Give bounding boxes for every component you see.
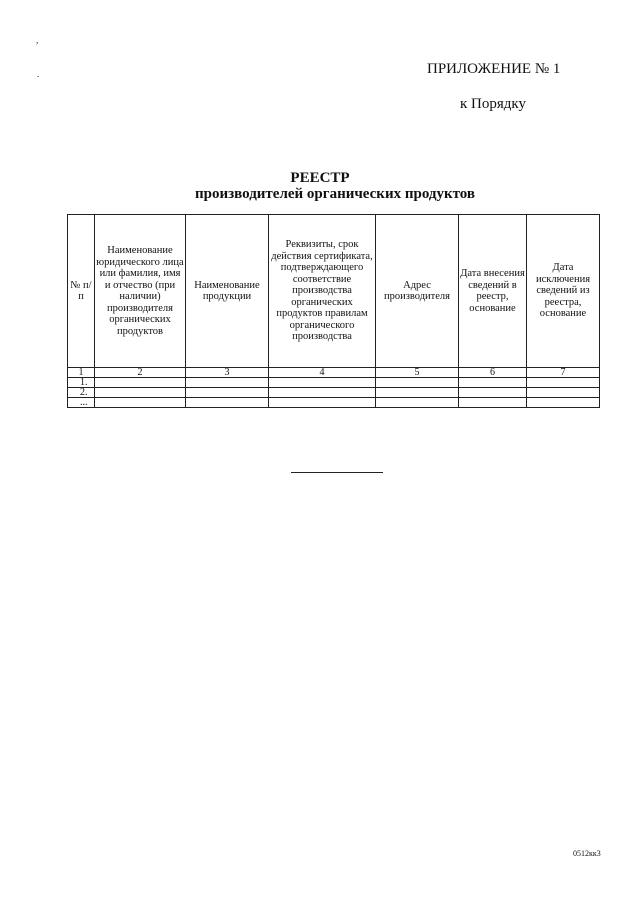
appendix-label: ПРИЛОЖЕНИЕ № 1 xyxy=(427,61,561,77)
header-producer-address: Адрес производителя xyxy=(376,215,459,368)
table-cell xyxy=(186,398,269,408)
document-code: 0512кк3 xyxy=(573,849,601,858)
header-certificate-details: Реквизиты, срок действия сертификата, подтверждающего соответствие производства органических продуктов правилам органического производства xyxy=(269,215,376,368)
column-number: 5 xyxy=(376,368,459,378)
table-header-row xyxy=(68,215,600,368)
table-cell xyxy=(376,388,459,398)
table-cell xyxy=(459,398,527,408)
table-cell xyxy=(459,388,527,398)
registry-table xyxy=(67,214,600,408)
header-product-name: Наименование продукции xyxy=(186,215,269,368)
row-number: 2. xyxy=(68,388,95,398)
scan-speck: . xyxy=(37,69,40,79)
column-number: 7 xyxy=(527,368,600,378)
table-cell xyxy=(95,388,186,398)
column-number: 3 xyxy=(186,368,269,378)
table-cell xyxy=(459,378,527,388)
table-row xyxy=(68,378,600,388)
document-title: РЕЕСТР xyxy=(290,170,350,186)
table-cell xyxy=(376,378,459,388)
table-cell xyxy=(527,398,600,408)
table-cell xyxy=(269,388,376,398)
row-number: ... xyxy=(68,398,95,408)
header-producer-name: Наименование юридического лица или фамилия, имя и отчество (при наличии) производителя органических продуктов xyxy=(95,215,186,368)
signature-line xyxy=(291,472,383,473)
table-cell xyxy=(95,398,186,408)
table-cell xyxy=(527,388,600,398)
order-reference: к Порядку xyxy=(460,96,526,112)
table-cell xyxy=(95,378,186,388)
header-inclusion-date: Дата внесения сведений в реестр, основание xyxy=(459,215,527,368)
document-subtitle: производителей органических продуктов xyxy=(194,186,476,202)
table-cell xyxy=(186,378,269,388)
scan-speck: , xyxy=(36,35,39,45)
table-row xyxy=(68,398,600,408)
header-exclusion-date: Дата исключения сведений из реестра, основание xyxy=(527,215,600,368)
table-cell xyxy=(186,388,269,398)
column-number: 6 xyxy=(459,368,527,378)
column-number: 2 xyxy=(95,368,186,378)
row-number: 1. xyxy=(68,378,95,388)
table-cell xyxy=(527,378,600,388)
column-number: 4 xyxy=(269,368,376,378)
table-cell xyxy=(269,398,376,408)
table-cell xyxy=(269,378,376,388)
header-number: № п/п xyxy=(68,215,95,368)
table-cell xyxy=(376,398,459,408)
column-number: 1 xyxy=(68,368,95,378)
table-row xyxy=(68,388,600,398)
column-number-row xyxy=(68,368,600,378)
